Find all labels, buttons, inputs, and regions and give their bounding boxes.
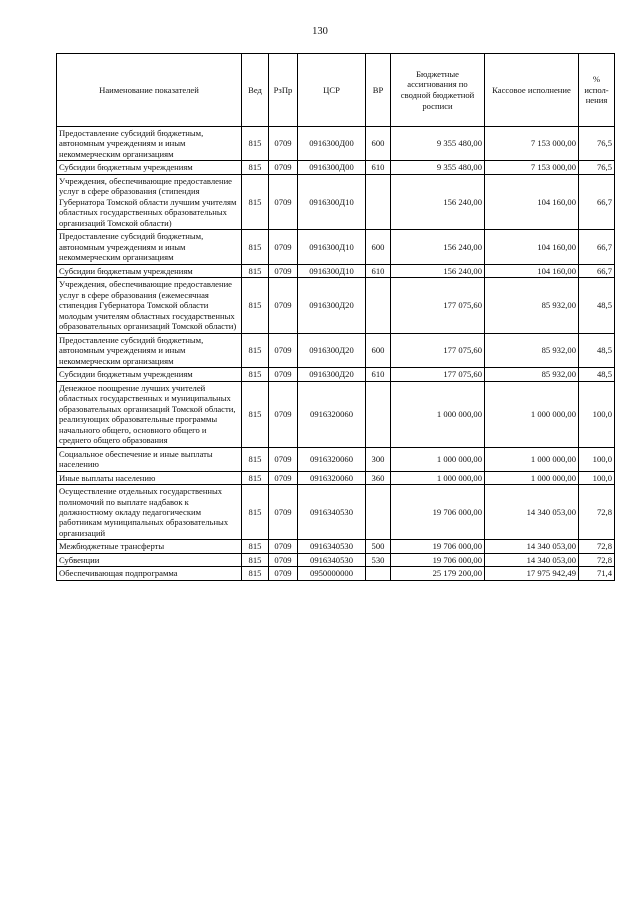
cell-rzpr: 0709	[269, 485, 298, 540]
cell-vr: 600	[366, 333, 391, 367]
cell-name: Предоставление субсидий бюджетным, автономным учреждениям и иным некоммерческим организациям	[57, 127, 242, 161]
cell-budget: 1 000 000,00	[391, 381, 485, 447]
cell-budget: 177 075,60	[391, 333, 485, 367]
cell-pct: 71,4	[579, 567, 615, 580]
cell-rzpr: 0709	[269, 447, 298, 471]
cell-vr	[366, 174, 391, 229]
col-header-cash: Кассовое исполнение	[485, 54, 579, 127]
cell-cash: 14 340 053,00	[485, 485, 579, 540]
cell-cash: 85 932,00	[485, 278, 579, 333]
cell-ved: 815	[242, 368, 269, 381]
cell-vr: 610	[366, 368, 391, 381]
cell-csr: 0950000000	[298, 567, 366, 580]
cell-pct: 66,7	[579, 174, 615, 229]
cell-rzpr: 0709	[269, 540, 298, 553]
cell-csr: 0916300Д20	[298, 333, 366, 367]
table-row	[57, 485, 615, 540]
cell-ved: 815	[242, 174, 269, 229]
cell-csr: 0916300Д10	[298, 174, 366, 229]
page-number: 130	[312, 26, 328, 37]
cell-name: Учреждения, обеспечивающие предоставление услуг в сфере образования (ежемесячная стипендия Губернатора Томской области молодым учителям областных государственных образовательных организаций Томской области)	[57, 278, 242, 333]
table-row	[57, 264, 615, 277]
cell-vr: 600	[366, 230, 391, 264]
cell-name: Предоставление субсидий бюджетным, автономным учреждениям и иным некоммерческим организациям	[57, 230, 242, 264]
cell-ved: 815	[242, 161, 269, 174]
cell-vr: 500	[366, 540, 391, 553]
cell-name: Социальное обеспечение и иные выплаты населению	[57, 447, 242, 471]
cell-vr: 610	[366, 264, 391, 277]
cell-rzpr: 0709	[269, 174, 298, 229]
cell-ved: 815	[242, 230, 269, 264]
cell-vr: 530	[366, 553, 391, 566]
cell-rzpr: 0709	[269, 161, 298, 174]
cell-cash: 1 000 000,00	[485, 447, 579, 471]
cell-csr: 0916340530	[298, 553, 366, 566]
table-row	[57, 567, 615, 580]
cell-csr: 0916320060	[298, 471, 366, 484]
cell-cash: 1 000 000,00	[485, 471, 579, 484]
cell-ved: 815	[242, 278, 269, 333]
cell-csr: 0916300Д20	[298, 368, 366, 381]
cell-name: Обеспечивающая подпрограмма	[57, 567, 242, 580]
cell-csr: 0916300Д00	[298, 161, 366, 174]
table-row	[57, 161, 615, 174]
cell-budget: 19 706 000,00	[391, 485, 485, 540]
cell-cash: 1 000 000,00	[485, 381, 579, 447]
table-row	[57, 127, 615, 161]
budget-table	[56, 53, 615, 581]
cell-vr: 600	[366, 127, 391, 161]
cell-ved: 815	[242, 381, 269, 447]
cell-csr: 0916320060	[298, 381, 366, 447]
cell-pct: 100,0	[579, 471, 615, 484]
cell-name: Учреждения, обеспечивающие предоставление услуг в сфере образования (стипендия Губернатора Томской области лучшим учителям областных государственных образовательных организаций Томской области)	[57, 174, 242, 229]
cell-budget: 177 075,60	[391, 368, 485, 381]
cell-budget: 9 355 480,00	[391, 161, 485, 174]
cell-budget: 1 000 000,00	[391, 471, 485, 484]
cell-pct: 100,0	[579, 381, 615, 447]
table-row	[57, 447, 615, 471]
cell-ved: 815	[242, 471, 269, 484]
cell-name: Иные выплаты населению	[57, 471, 242, 484]
col-header-rzpr: РзПр	[269, 54, 298, 127]
cell-cash: 14 340 053,00	[485, 553, 579, 566]
cell-csr: 0916320060	[298, 447, 366, 471]
cell-budget: 156 240,00	[391, 230, 485, 264]
cell-vr: 610	[366, 161, 391, 174]
cell-vr	[366, 567, 391, 580]
table-row	[57, 174, 615, 229]
cell-budget: 19 706 000,00	[391, 553, 485, 566]
cell-rzpr: 0709	[269, 230, 298, 264]
cell-ved: 815	[242, 553, 269, 566]
cell-budget: 156 240,00	[391, 174, 485, 229]
cell-pct: 72,8	[579, 553, 615, 566]
cell-cash: 85 932,00	[485, 333, 579, 367]
cell-cash: 104 160,00	[485, 230, 579, 264]
header-row	[57, 54, 615, 127]
cell-csr: 0916300Д10	[298, 230, 366, 264]
cell-cash: 7 153 000,00	[485, 127, 579, 161]
cell-budget: 9 355 480,00	[391, 127, 485, 161]
cell-pct: 76,5	[579, 127, 615, 161]
cell-rzpr: 0709	[269, 368, 298, 381]
cell-pct: 48,5	[579, 278, 615, 333]
cell-name: Субвенции	[57, 553, 242, 566]
cell-csr: 0916300Д20	[298, 278, 366, 333]
cell-pct: 76,5	[579, 161, 615, 174]
cell-csr: 0916300Д10	[298, 264, 366, 277]
cell-vr	[366, 381, 391, 447]
cell-rzpr: 0709	[269, 127, 298, 161]
table-body	[57, 127, 615, 581]
cell-vr: 360	[366, 471, 391, 484]
cell-budget: 156 240,00	[391, 264, 485, 277]
cell-pct: 72,8	[579, 540, 615, 553]
cell-cash: 85 932,00	[485, 368, 579, 381]
table-row	[57, 333, 615, 367]
cell-name: Межбюджетные трансферты	[57, 540, 242, 553]
table-row	[57, 471, 615, 484]
cell-budget: 25 179 200,00	[391, 567, 485, 580]
cell-ved: 815	[242, 540, 269, 553]
cell-ved: 815	[242, 333, 269, 367]
cell-ved: 815	[242, 127, 269, 161]
cell-vr	[366, 485, 391, 540]
cell-rzpr: 0709	[269, 333, 298, 367]
cell-rzpr: 0709	[269, 381, 298, 447]
col-header-vr: ВР	[366, 54, 391, 127]
cell-budget: 1 000 000,00	[391, 447, 485, 471]
col-header-csr: ЦСР	[298, 54, 366, 127]
cell-name: Денежное поощрение лучших учителей областных государственных и муниципальных образовательных организаций Томской области, реализующих образовательные программы начального общего, основного общего и среднего общего образования	[57, 381, 242, 447]
cell-pct: 66,7	[579, 230, 615, 264]
cell-csr: 0916340530	[298, 540, 366, 553]
cell-pct: 72,8	[579, 485, 615, 540]
cell-vr	[366, 278, 391, 333]
cell-budget: 177 075,60	[391, 278, 485, 333]
cell-rzpr: 0709	[269, 567, 298, 580]
cell-pct: 100,0	[579, 447, 615, 471]
cell-pct: 48,5	[579, 333, 615, 367]
cell-rzpr: 0709	[269, 471, 298, 484]
cell-pct: 48,5	[579, 368, 615, 381]
cell-cash: 7 153 000,00	[485, 161, 579, 174]
table-row	[57, 381, 615, 447]
cell-cash: 14 340 053,00	[485, 540, 579, 553]
col-header-ved: Вед	[242, 54, 269, 127]
cell-rzpr: 0709	[269, 553, 298, 566]
cell-name: Предоставление субсидий бюджетным, автономным учреждениям и иным некоммерческим организациям	[57, 333, 242, 367]
cell-name: Субсидии бюджетным учреждениям	[57, 368, 242, 381]
table-row	[57, 278, 615, 333]
cell-name: Субсидии бюджетным учреждениям	[57, 161, 242, 174]
cell-csr: 0916300Д00	[298, 127, 366, 161]
cell-csr: 0916340530	[298, 485, 366, 540]
cell-rzpr: 0709	[269, 264, 298, 277]
cell-ved: 815	[242, 447, 269, 471]
col-header-pct: % испол-нения	[579, 54, 615, 127]
cell-cash: 17 975 942,49	[485, 567, 579, 580]
cell-ved: 815	[242, 485, 269, 540]
cell-ved: 815	[242, 264, 269, 277]
cell-pct: 66,7	[579, 264, 615, 277]
cell-budget: 19 706 000,00	[391, 540, 485, 553]
col-header-budget: Бюджетные ассигнования по сводной бюджетной росписи	[391, 54, 485, 127]
col-header-name: Наименование показателей	[57, 54, 242, 127]
cell-cash: 104 160,00	[485, 264, 579, 277]
cell-vr: 300	[366, 447, 391, 471]
cell-cash: 104 160,00	[485, 174, 579, 229]
table-row	[57, 553, 615, 566]
cell-name: Субсидии бюджетным учреждениям	[57, 264, 242, 277]
cell-name: Осуществление отдельных государственных полномочий по выплате надбавок к должностному окладу педагогическим работникам муниципальных образовательных организаций	[57, 485, 242, 540]
cell-rzpr: 0709	[269, 278, 298, 333]
table-row	[57, 230, 615, 264]
table-row	[57, 368, 615, 381]
cell-ved: 815	[242, 567, 269, 580]
table-row	[57, 540, 615, 553]
